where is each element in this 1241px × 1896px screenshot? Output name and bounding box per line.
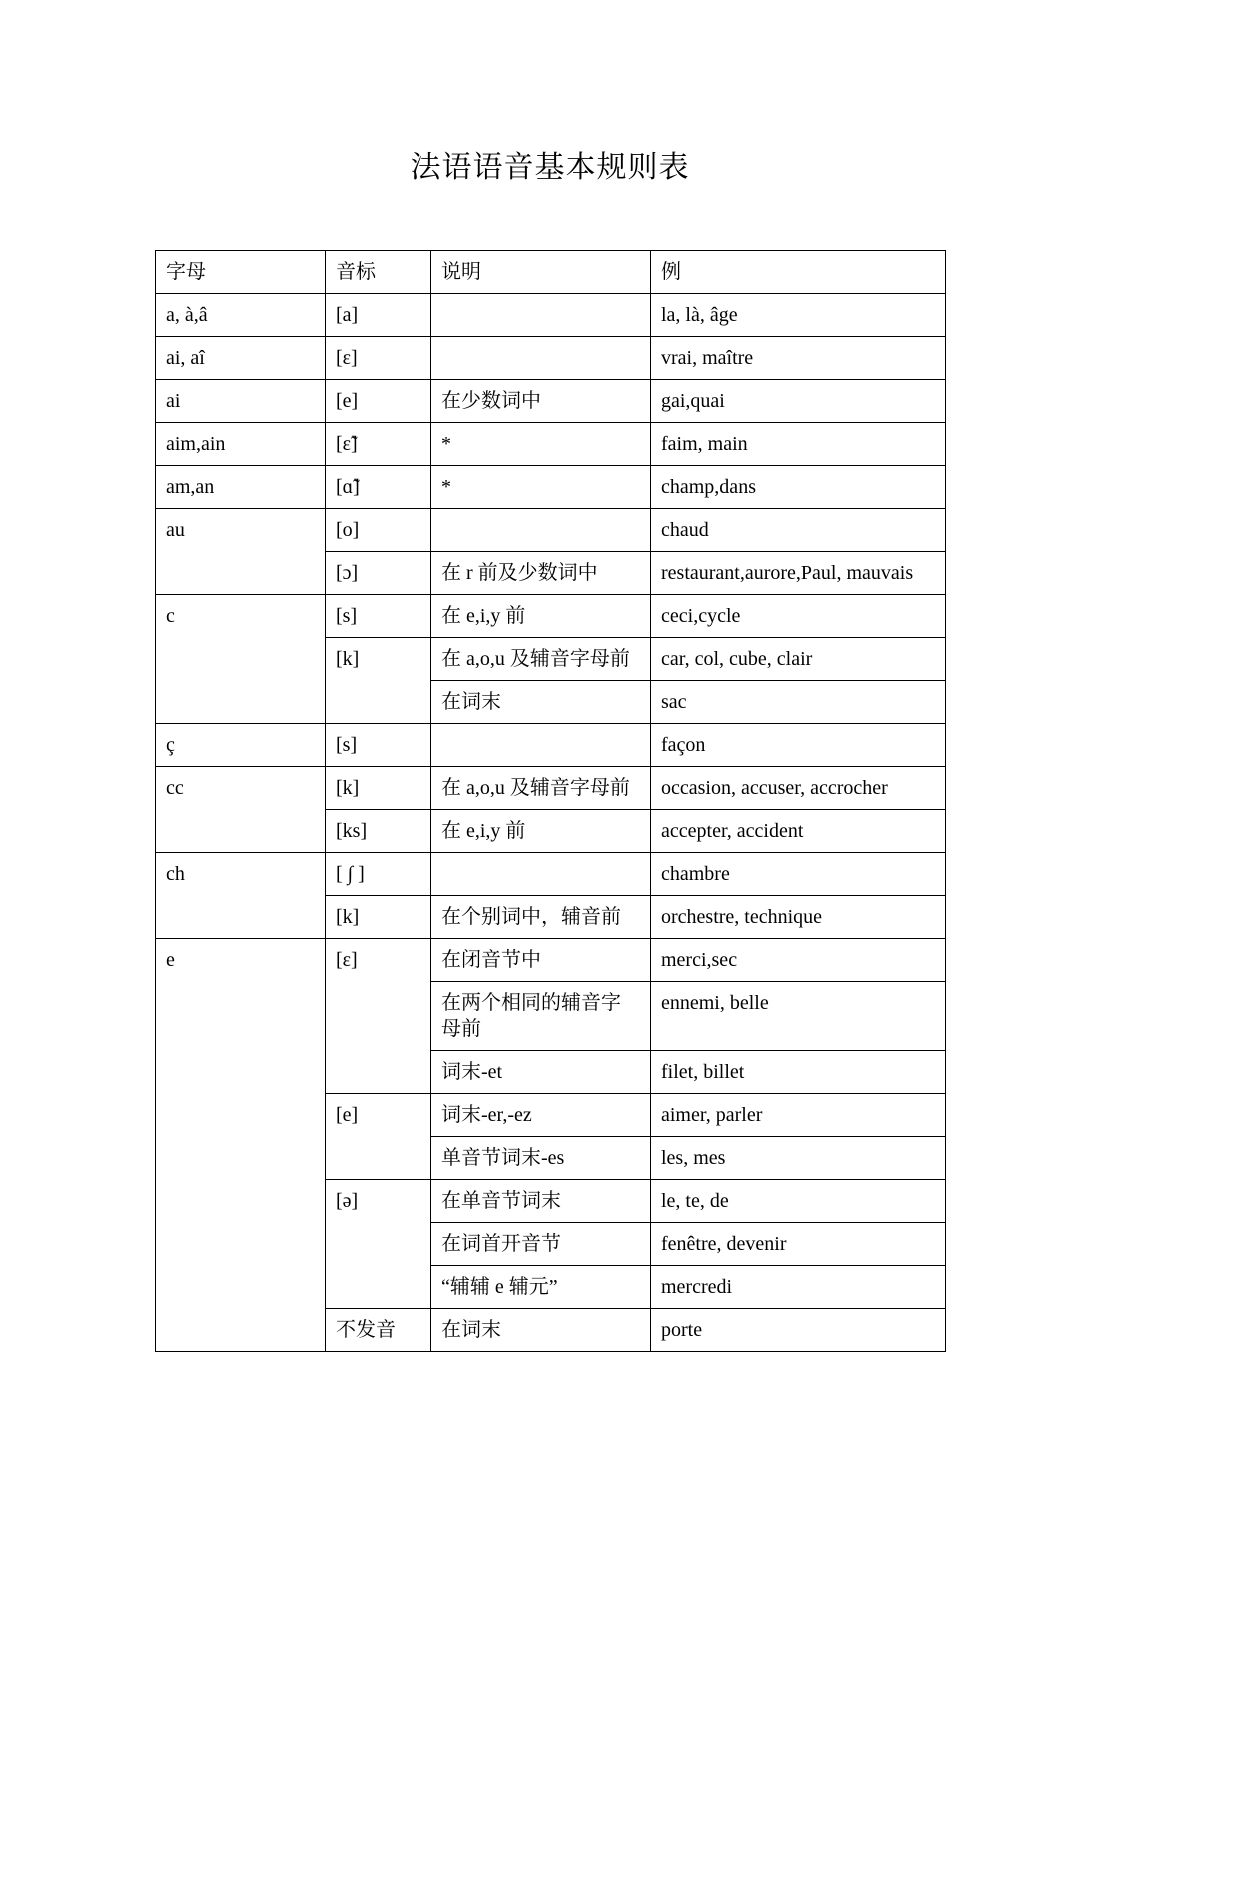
table-cell: mercredi xyxy=(651,1266,946,1309)
table-cell: 在个别词中，辅音前 xyxy=(431,896,651,939)
table-cell: merci,sec xyxy=(651,939,946,982)
table-cell: les, mes xyxy=(651,1137,946,1180)
table-cell xyxy=(431,724,651,767)
table-cell: 在词末 xyxy=(431,1309,651,1352)
table-cell: [ɛ] xyxy=(326,939,431,1094)
table-cell: e xyxy=(156,939,326,1352)
table-cell: 在词首开音节 xyxy=(431,1223,651,1266)
table-cell: 词末-er,-ez xyxy=(431,1094,651,1137)
table-cell: c xyxy=(156,595,326,724)
table-cell: [ə] xyxy=(326,1180,431,1309)
column-header: 说明 xyxy=(431,251,651,294)
table-cell: aim,ain xyxy=(156,423,326,466)
table-cell xyxy=(431,337,651,380)
table-row xyxy=(156,509,946,552)
table-cell: 在 r 前及少数词中 xyxy=(431,552,651,595)
table-cell: [o] xyxy=(326,509,431,552)
table-cell: sac xyxy=(651,681,946,724)
table-cell: [k] xyxy=(326,767,431,810)
table-cell: gai,quai xyxy=(651,380,946,423)
table-cell: vrai, maître xyxy=(651,337,946,380)
table-cell: [ɑ̃] xyxy=(326,466,431,509)
table-row xyxy=(156,423,946,466)
table-cell: la, là, âge xyxy=(651,294,946,337)
table-cell: a, à,â xyxy=(156,294,326,337)
table-cell: champ,dans xyxy=(651,466,946,509)
table-cell: [ks] xyxy=(326,810,431,853)
table-cell xyxy=(431,509,651,552)
table-row xyxy=(156,767,946,810)
table-row xyxy=(156,595,946,638)
table-cell: ennemi, belle xyxy=(651,982,946,1051)
table-cell: 在少数词中 xyxy=(431,380,651,423)
table-cell: 在词末 xyxy=(431,681,651,724)
table-cell: [e] xyxy=(326,1094,431,1180)
table-cell xyxy=(431,853,651,896)
table-cell: porte xyxy=(651,1309,946,1352)
column-header: 例 xyxy=(651,251,946,294)
column-header: 字母 xyxy=(156,251,326,294)
document-page xyxy=(155,142,945,1352)
table-cell: orchestre, technique xyxy=(651,896,946,939)
table-cell: [s] xyxy=(326,595,431,638)
table-cell: [k] xyxy=(326,638,431,724)
table-cell: occasion, accuser, accrocher xyxy=(651,767,946,810)
table-cell: 在 e,i,y 前 xyxy=(431,810,651,853)
table-cell: [ɔ] xyxy=(326,552,431,595)
table-cell: 不发音 xyxy=(326,1309,431,1352)
table-cell: * xyxy=(431,466,651,509)
table-cell: accepter, accident xyxy=(651,810,946,853)
table-header xyxy=(156,251,946,294)
table-row xyxy=(156,294,946,337)
table-cell: ai xyxy=(156,380,326,423)
table-cell: [ɛ̃] xyxy=(326,423,431,466)
table-cell: fenêtre, devenir xyxy=(651,1223,946,1266)
table-cell: aimer, parler xyxy=(651,1094,946,1137)
table-cell: cc xyxy=(156,767,326,853)
table-cell: chambre xyxy=(651,853,946,896)
header-row xyxy=(156,251,946,294)
table-cell: restaurant,aurore,Paul, mauvais xyxy=(651,552,946,595)
phonetics-rules-table xyxy=(155,250,946,1352)
table-cell: [a] xyxy=(326,294,431,337)
table-cell: car, col, cube, clair xyxy=(651,638,946,681)
table-cell: “辅辅 e 辅元” xyxy=(431,1266,651,1309)
table-row xyxy=(156,337,946,380)
table-cell: * xyxy=(431,423,651,466)
table-row xyxy=(156,939,946,982)
table-row xyxy=(156,853,946,896)
table-cell: faim, main xyxy=(651,423,946,466)
table-cell: [k] xyxy=(326,896,431,939)
table-cell: ç xyxy=(156,724,326,767)
table-row xyxy=(156,380,946,423)
table-cell: 单音节词末-es xyxy=(431,1137,651,1180)
table-cell: [e] xyxy=(326,380,431,423)
table-row xyxy=(156,466,946,509)
table-cell: 在 a,o,u 及辅音字母前 xyxy=(431,767,651,810)
table-cell: façon xyxy=(651,724,946,767)
table-cell: [s] xyxy=(326,724,431,767)
table-cell: ai, aî xyxy=(156,337,326,380)
table-cell: 在单音节词末 xyxy=(431,1180,651,1223)
table-cell: ch xyxy=(156,853,326,939)
table-cell: 在两个相同的辅音字母前 xyxy=(431,982,651,1051)
table-cell: [ɛ] xyxy=(326,337,431,380)
table-cell: [ ∫ ] xyxy=(326,853,431,896)
page-title: 法语语音基本规则表 xyxy=(410,151,690,184)
table-cell: au xyxy=(156,509,326,595)
column-header: 音标 xyxy=(326,251,431,294)
table-cell: 词末-et xyxy=(431,1051,651,1094)
table-cell xyxy=(431,294,651,337)
table-cell: 在 a,o,u 及辅音字母前 xyxy=(431,638,651,681)
table-row xyxy=(156,724,946,767)
table-cell: 在 e,i,y 前 xyxy=(431,595,651,638)
table-cell: ceci,cycle xyxy=(651,595,946,638)
table-cell: 在闭音节中 xyxy=(431,939,651,982)
table-cell: am,an xyxy=(156,466,326,509)
table-cell: le, te, de xyxy=(651,1180,946,1223)
table-cell: filet, billet xyxy=(651,1051,946,1094)
table-cell: chaud xyxy=(651,509,946,552)
table-body xyxy=(156,294,946,1352)
